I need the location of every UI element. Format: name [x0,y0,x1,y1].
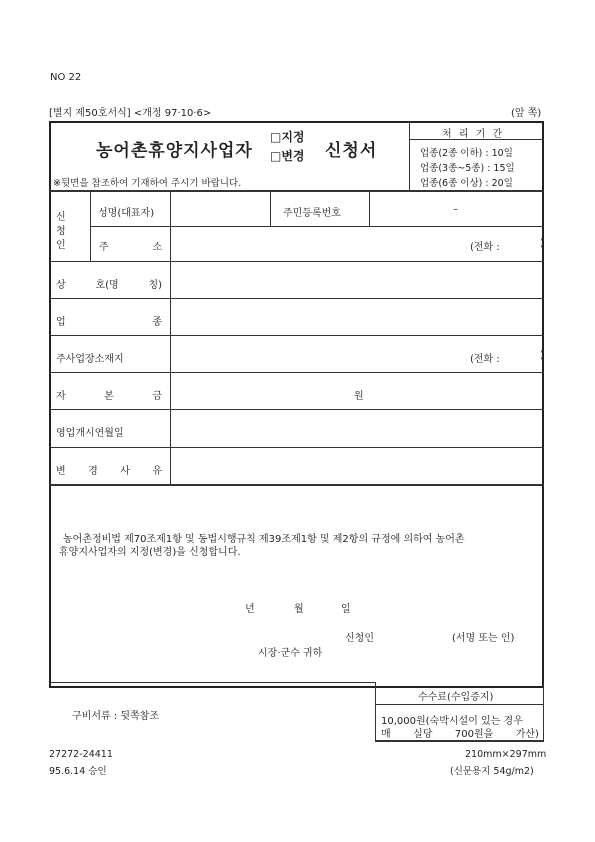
location-label: 주사업장소재지 [56,354,124,365]
location-phone-label: (전화 : [470,354,500,365]
statement-line: 휴양지사업자의 지정(변경)을 신청합니다. [59,547,241,558]
required-documents: 구비서류 : 뒷쪽참조 [72,711,160,722]
address-phone-close: ) [540,238,544,249]
applicant-label: 인 [56,240,66,251]
footer-paper-type: (신문용지 54g/m2) [450,766,534,777]
signature-hint: (서명 또는 인) [452,633,515,644]
recipient: 시장·군수 귀하 [258,648,323,659]
form-title-suffix: 신청서 [325,141,378,161]
opening-date-label: 영업개시연월일 [56,428,124,439]
location-phone-close: ) [540,350,544,361]
footer-approval-date: 95.6.14 승인 [49,766,107,777]
opening-date-field[interactable] [176,416,536,440]
processing-line: 업종(2종 이하) : 10일 [420,148,513,159]
applicant-sign-label: 신청인 [345,633,374,644]
processing-line: 업종(6종 이상) : 20일 [420,178,513,189]
option-change-checkbox[interactable]: □변경 [270,149,305,163]
fee-header: 수수료(수입증지) [418,692,494,703]
name-label: 성명(대표자) [98,208,155,219]
applicant-label: 청 [56,226,66,237]
processing-line: 업종(3종~5종) : 15일 [420,163,515,174]
business-type-field[interactable] [176,305,536,329]
change-reason-field[interactable] [176,454,536,478]
instruction-note: ※뒷면을 참조하여 기재하여 주시기 바랍니다. [53,178,242,189]
date-day-label: 일 [341,604,351,615]
footer-code: 27272-24411 [49,749,113,760]
change-reason-label: 변 경 사 유 [56,466,162,477]
page-side: (앞 쪽) [511,108,542,119]
capital-field[interactable] [176,379,346,403]
statement-line: 농어촌정비법 제70조제1항 및 동법시행규칙 제39조제1항 및 제2항의 규정에 의하여 농어촌 [63,534,465,545]
form-reference: [별지 제50호서식] <개정 97·10·6> [49,108,212,119]
applicant-label: 신 [56,212,66,223]
address-label: 주 소 [99,242,162,253]
trade-name-field[interactable] [176,268,536,292]
address-field[interactable] [176,232,456,254]
capital-label: 자 본 금 [56,391,162,402]
location-field[interactable] [176,342,456,366]
rrn-label: 주민등록번호 [283,208,341,219]
footer-paper-size: 210mm×297mm [465,749,547,760]
processing-header: 처 리 기 간 [442,129,505,140]
business-type-label: 업 종 [56,317,162,328]
doc-number: NO 22 [50,72,82,83]
trade-name-label: 상 호(명 칭) [56,280,162,291]
rrn-field[interactable]: – [453,204,458,215]
date-month-label: 월 [294,604,304,615]
form-title: 농어촌휴양지사업자 [96,141,253,161]
fee-line: 10,000원(숙박시설이 있는 경우 [381,716,523,727]
date-year-label: 년 [245,604,255,615]
address-phone-label: (전화 : [470,242,500,253]
fee-line: 매 실당 700원을 가산) [381,729,539,740]
capital-unit: 원 [354,391,364,402]
option-designation-checkbox[interactable]: □지정 [270,130,305,144]
name-field[interactable] [176,200,264,220]
